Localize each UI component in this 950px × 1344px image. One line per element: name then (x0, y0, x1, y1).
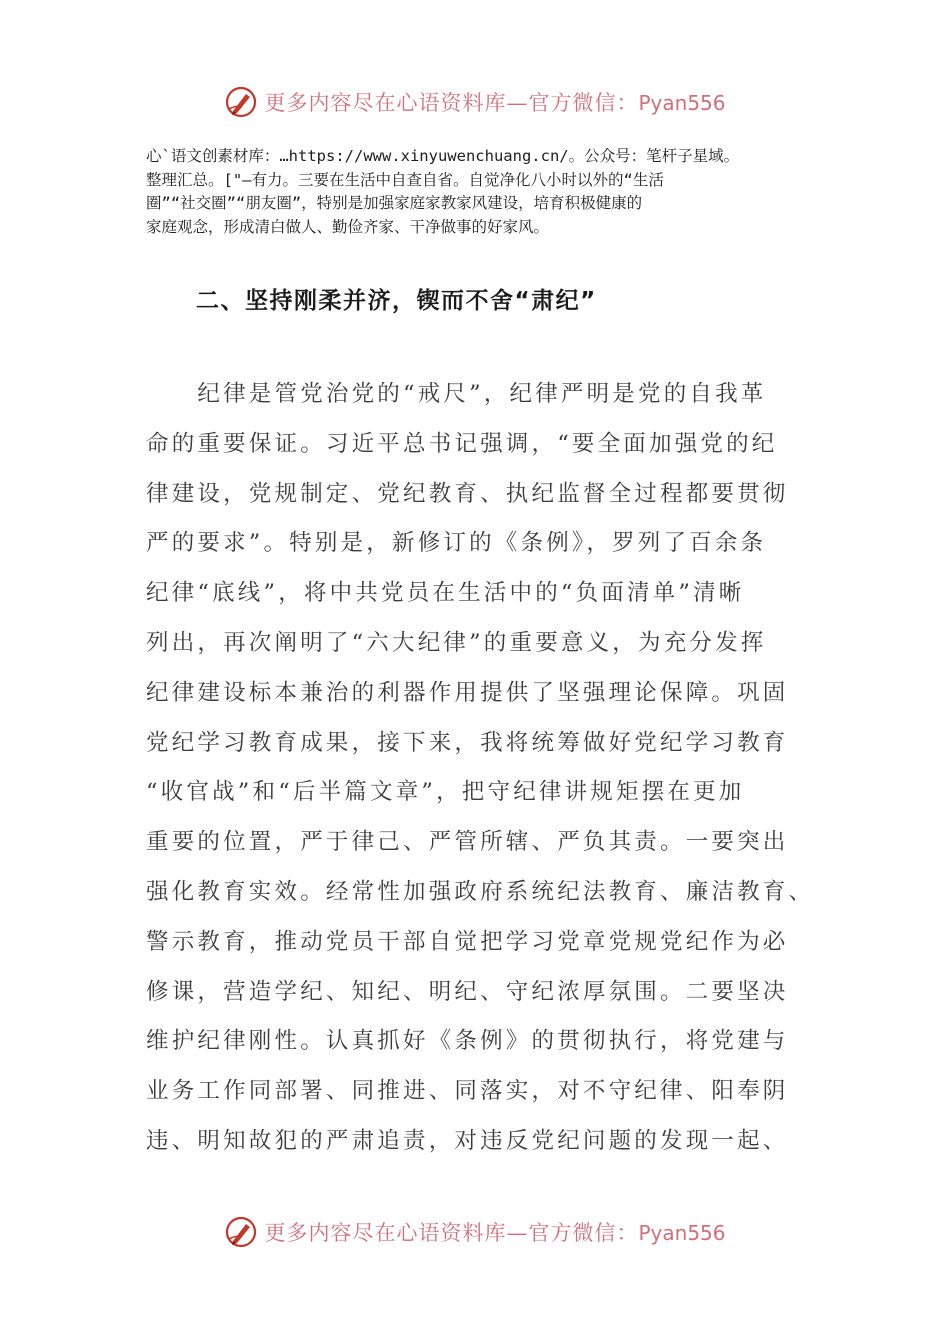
body-line: 列出，再次阐明了“六大纪律”的重要意义，为充分发挥 (146, 629, 767, 656)
body-line: 业务工作同部署、同推进、同落实，对不守纪律、阳奉阴 (146, 1078, 789, 1105)
banner-text: 更多内容尽在心语资料库—官方微信：Pyan556 (264, 91, 726, 115)
body-paragraph (146, 370, 826, 1167)
pen-logo-icon (224, 1215, 258, 1249)
body-line: 纪律建设标本兼治的利器作用提供了坚强理论保障。巩固 (146, 679, 789, 706)
body-line: 重要的位置，严于律己、严管所辖、严负其责。一要突出 (146, 829, 789, 856)
intro-line: 圈”“社交圈”“朋友圈”，特别是加强家庭家教家风建设，培育积极健康的 (146, 194, 643, 212)
banner-wechat-id: Pyan556 (638, 91, 726, 115)
body-line: 党纪学习教育成果，接下来，我将统筹做好党纪学习教育 (146, 729, 789, 756)
intro-paragraph (146, 145, 806, 239)
body-line: 纪律是管党治党的“戒尺”，纪律严明是党的自我革 (146, 381, 767, 407)
body-line: 违、明知故犯的严肃追责，对违反党纪问题的发现一起、 (146, 1127, 789, 1154)
intro-line: 整理汇总。["—有力。三要在生活中自查自省。自觉净化八小时以外的“生活 (146, 170, 664, 189)
footer-banner (0, 1210, 950, 1254)
body-line: 律建设，党规制定、党纪教育、执纪监督全过程都要贯彻 (146, 480, 789, 507)
body-line: 修课，营造学纪、知纪、明纪、守纪浓厚氛围。二要坚决 (146, 978, 789, 1005)
banner-wechat-id: Pyan556 (638, 1221, 726, 1245)
body-line: 命的重要保证。习近平总书记强调，“要全面加强党的纪 (146, 430, 778, 457)
body-line: 维护纪律刚性。认真抓好《条例》的贯彻执行，将党建与 (146, 1028, 789, 1055)
intro-line: 家庭观念，形成清白做人、勤俭齐家、干净做事的好家风。 (146, 217, 550, 236)
body-line: “收官战”和“后半篇文章”，把守纪律讲规矩摆在更加 (146, 779, 745, 806)
body-line: 警示教育，推动党员干部自觉把学习党章党规党纪作为必 (146, 928, 789, 955)
body-line: 纪律“底线”，将中共党员在生活中的“负面清单”清晰 (146, 580, 745, 607)
body-line: 严的要求”。特别是，新修订的《条例》，罗列了百余条 (146, 530, 767, 557)
body-line: 强化教育实效。经常性加强政府系统纪法教育、廉洁教育、 (146, 878, 815, 905)
intro-line: 心`语文创素材库：…https://www.xinyuwenchuang.cn/。公众号：笔杆子星域。 (146, 147, 740, 165)
section-heading: 二、坚持刚柔并济，锲而不舍“肃纪” (196, 288, 597, 314)
header-banner (0, 80, 950, 124)
pen-logo-icon (224, 85, 258, 119)
banner-text: 更多内容尽在心语资料库—官方微信：Pyan556 (264, 1221, 726, 1245)
